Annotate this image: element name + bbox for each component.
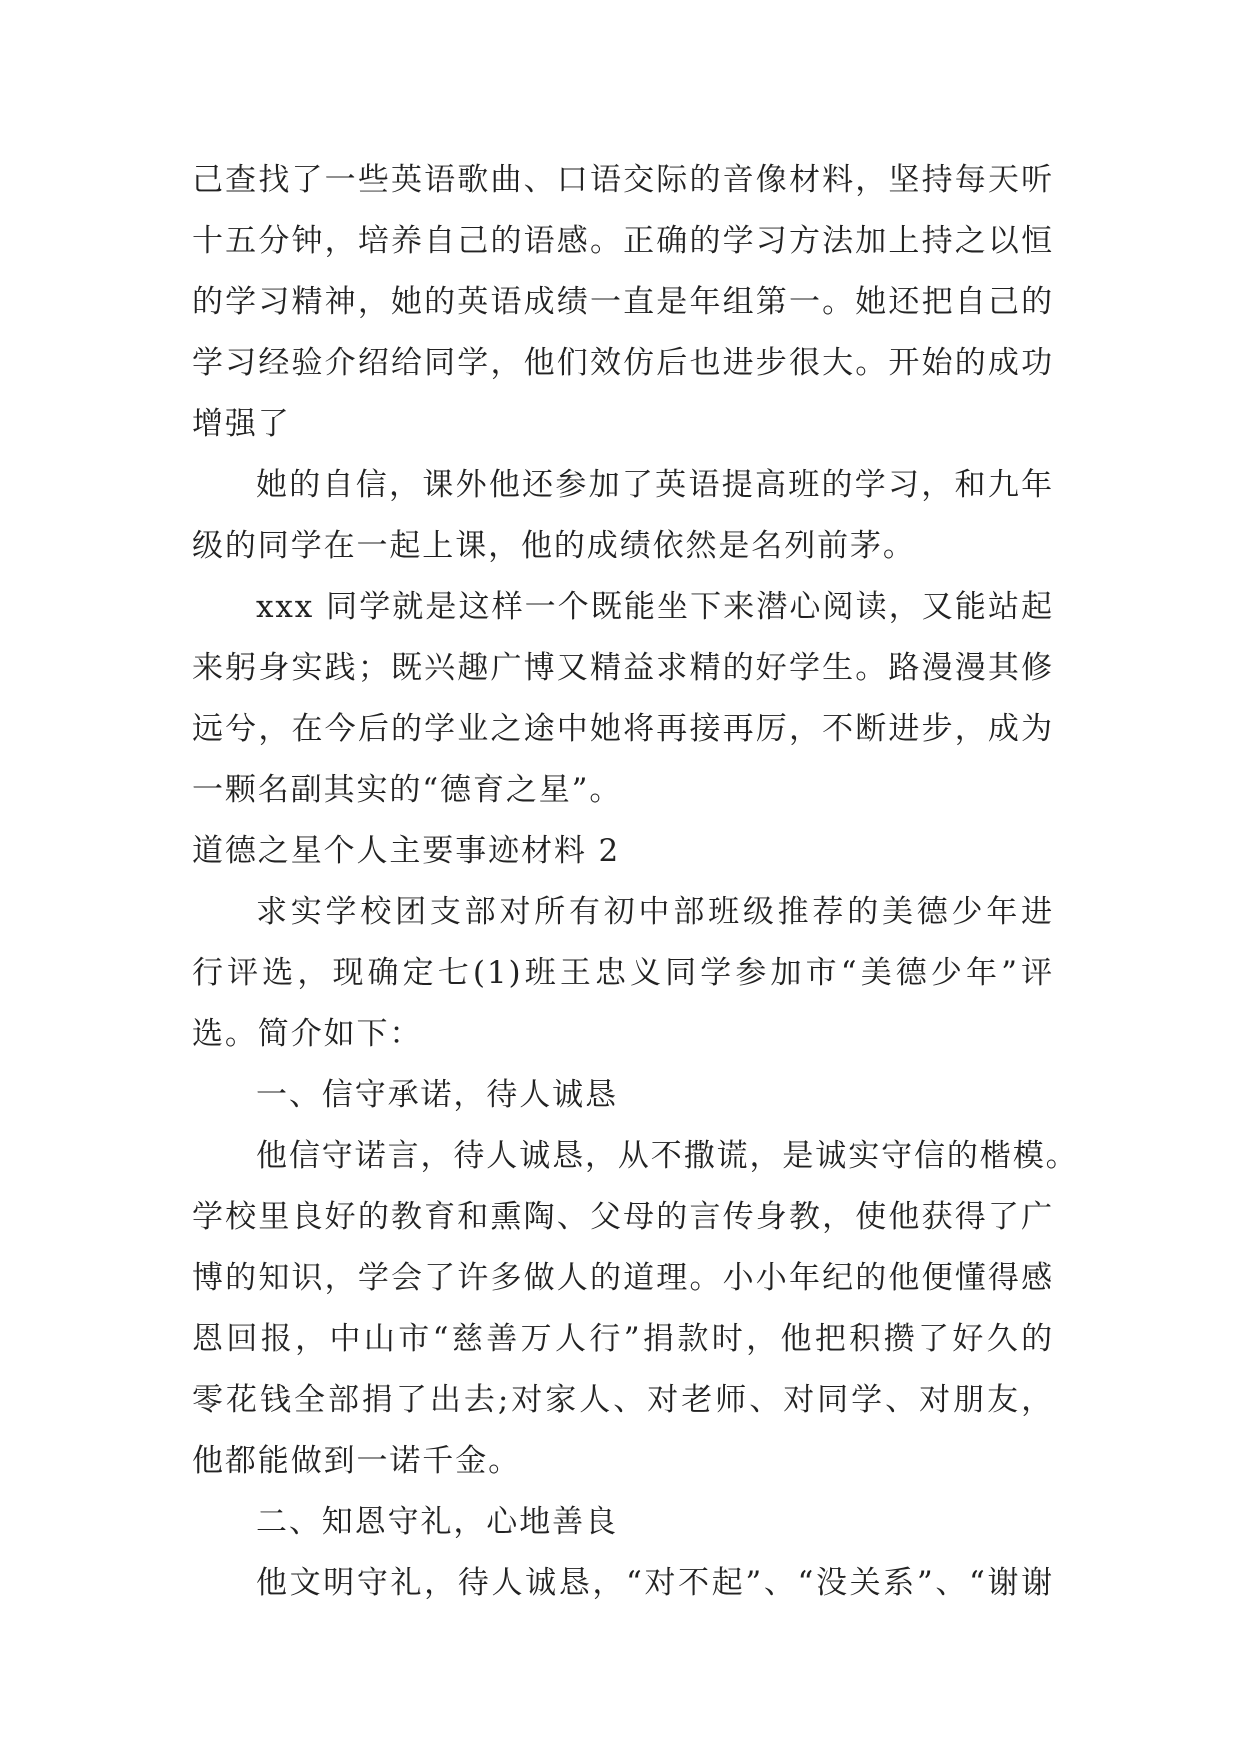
text-line-18: 学校里良好的教育和熏陶、父母的言传身教，使他获得了广	[192, 1199, 1054, 1235]
text-line-21: 零花钱全部捐了出去;对家人、对老师、对同学、对朋友，	[192, 1382, 1054, 1418]
text-line-4: 学习经验介绍给同学，他们效仿后也进步很大。开始的成功	[192, 345, 1054, 381]
text-line-10: 远兮，在今后的学业之途中她将再接再厉，不断进步，成为	[192, 711, 1054, 747]
text-line-3: 的学习精神，她的英语成绩一直是年组第一。她还把自己的	[192, 284, 1054, 320]
text-line-1: 己查找了一些英语歌曲、口语交际的音像材料，坚持每天听	[192, 162, 1054, 198]
text-line-9: 来躬身实践；既兴趣广博又精益求精的好学生。路漫漫其修	[192, 650, 1054, 686]
text-line-17: 他信守诺言，待人诚恳，从不撒谎，是诚实守信的楷模。	[256, 1138, 1079, 1174]
text-line-2: 十五分钟，培养自己的语感。正确的学习方法加上持之以恒	[192, 223, 1054, 259]
text-line-5: 增强了	[192, 406, 291, 442]
text-line-15: 选。简介如下：	[192, 1016, 423, 1052]
text-line-8: xxx 同学就是这样一个既能坐下来潜心阅读，又能站起	[256, 589, 1054, 625]
text-line-14: 行评选，现确定七(1)班王忠义同学参加市“美德少年”评	[192, 955, 1054, 991]
document-body	[192, 150, 1079, 1614]
text-line-22: 他都能做到一诺千金。	[192, 1443, 521, 1479]
text-line-13: 求实学校团支部对所有初中部班级推荐的美德少年进	[256, 894, 1054, 930]
text-line-11: 一颗名副其实的“德育之星”。	[192, 772, 623, 808]
text-line-6: 她的自信，课外他还参加了英语提高班的学习，和九年	[256, 467, 1054, 503]
subheading-1: 一、信守承诺，待人诚恳	[256, 1077, 618, 1113]
section-heading: 道德之星个人主要事迹材料 2	[192, 833, 621, 869]
subheading-2: 二、知恩守礼，心地善良	[256, 1504, 618, 1540]
text-line-20: 恩回报，中山市“慈善万人行”捐款时，他把积攒了好久的	[192, 1321, 1054, 1357]
text-line-19: 博的知识，学会了许多做人的道理。小小年纪的他便懂得感	[192, 1260, 1054, 1296]
text-line-24: 他文明守礼，待人诚恳，“对不起”、“没关系”、“谢谢	[256, 1565, 1054, 1601]
text-line-7: 级的同学在一起上课，他的成绩依然是名列前茅。	[192, 528, 916, 564]
